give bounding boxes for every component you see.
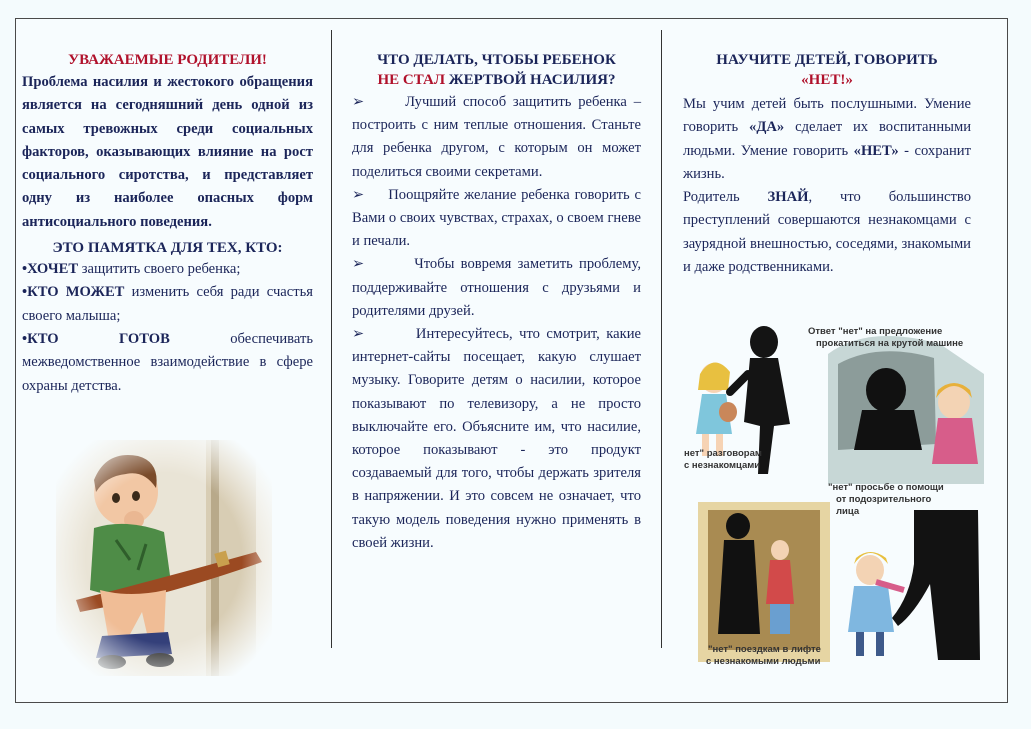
advice-item — [352, 323, 641, 555]
prevention-title-line2 — [352, 70, 641, 90]
advice-text: Лучший способ защитить ребенка – построить с ним теплые отношения. Станьте для ребенка другом, с которым он может поделиться своими секретами. — [352, 94, 642, 180]
text-run: - сохранит жизнь. — [683, 142, 971, 182]
bullet-arrow-icon: ➢ — [352, 94, 365, 110]
car-offer-illustration — [808, 314, 986, 484]
text-run-bold: ЗНАЙ — [767, 189, 809, 206]
caption-car-line2: прокатиться на крутой машине — [816, 338, 964, 349]
memo-item-text: изменить себя ради счастья своего малыша; — [22, 284, 313, 324]
advice-text: Интересуйтесь, что смотрит, какие интернет-сайты посещает, какую слушает музыку. Говорите детям о насилии, которое показывают по телевизору, а не просто выключайте его. Объясните им, что насилие, которое показывают - это продукт создаваемый для того, чтобы держать зрителя в напряжении. И это совсем не означает, что такую модель поведения нужно применять в своей жизни. — [352, 326, 641, 551]
memo-item-ready — [22, 328, 313, 398]
bullet-arrow-icon: ➢ — [352, 326, 365, 343]
advice-item — [352, 184, 641, 254]
bullet-arrow-icon: ➢ — [352, 186, 365, 203]
help-request-illustration — [828, 482, 986, 670]
memo-item-text: обеспечивать межведомственное взаимодействие в сфере охраны детства. — [22, 330, 313, 394]
caption-talk-line2: с незнакомцами — [684, 460, 761, 471]
column-divider — [661, 30, 662, 648]
text-run: Мы учим детей быть послушными. Умение говорить — [683, 96, 971, 136]
lift-illustration — [698, 502, 830, 667]
advice-text: Поощряйте желание ребенка говорить с Вами о своих чувствах, страхах, о своем гневе и печали. — [352, 186, 641, 250]
memo-subtitle: ЭТО ПАМЯТКА ДЛЯ ТЕХ, КТО: — [52, 240, 283, 257]
caption-help-line2: от подозрительного — [836, 494, 932, 505]
caption-help-line3: лица — [836, 506, 860, 517]
caption-help-line1: "нет" просьбе о помощи — [828, 482, 944, 493]
advice-item — [352, 91, 641, 184]
text-run: сделает их воспитанными людьми. Умение говорить — [683, 119, 971, 159]
say-no-paragraph-1 — [683, 93, 971, 186]
advice-item — [352, 253, 641, 323]
say-no-title-line1: НАУЧИТЕ ДЕТЕЙ, ГОВОРИТЬ — [716, 52, 938, 68]
caption-car-line1: Ответ "нет" на предложение — [808, 326, 943, 337]
prevention-title-rest: ЖЕРТВОЙ НАСИЛИЯ? — [445, 72, 616, 88]
text-run-bold: «НЕТ» — [853, 142, 899, 159]
bullet-arrow-icon: ➢ — [352, 256, 365, 273]
say-no-paragraph-2 — [683, 186, 971, 279]
boy-with-belt-illustration — [56, 440, 272, 676]
memo-item-wants — [22, 258, 313, 281]
text-run: Родитель — [683, 189, 768, 206]
text-run-bold: «ДА» — [749, 119, 785, 136]
parents-title: УВАЖАЕМЫЕ РОДИТЕЛИ! — [68, 52, 267, 68]
text-run: , что большинство преступлений совершаются незнакомцами с заурядной внешностью, соседями, знакомыми и даже родственниками. — [683, 189, 971, 276]
say-no-illustrations — [678, 314, 990, 674]
parents-intro: Проблема насилия и жестокого обращения является на сегодняшний день одной из самых тревожных среди социальных факторов, оказывающих влияние на рост социального сиротства, и представляет одну из наиболее опасных форм антисоциального поведения. — [22, 74, 313, 230]
advice-text: Чтобы вовремя заметить проблему, поддерживайте отношения с друзьями и родителями друзей. — [352, 256, 641, 319]
say-no-title-line2: «НЕТ!» — [801, 72, 853, 88]
memo-item-lead: •КТО МОЖЕТ — [22, 284, 125, 301]
column-say-no — [683, 50, 971, 279]
memo-item-text: защитить своего ребенка; — [78, 261, 241, 278]
caption-talk-line1: нет" разговорам — [684, 448, 762, 459]
prevention-title-line1: ЧТО ДЕЛАТЬ, ЧТОБЫ РЕБЕНОК — [377, 52, 616, 68]
caption-lift-line2: с незнакомыми людьми — [706, 656, 821, 667]
memo-item-lead: •КТО ГОТОВ — [22, 330, 170, 347]
column-prevention — [352, 50, 641, 555]
caption-lift-line1: "нет" поездкам в лифте — [708, 644, 821, 655]
column-divider — [331, 30, 332, 648]
memo-item-lead: •ХОЧЕТ — [22, 261, 79, 278]
memo-item-can — [22, 281, 313, 328]
column-parents — [22, 50, 313, 398]
prevention-title-red: НЕ СТАЛ — [377, 72, 446, 88]
stranger-talk-illustration — [678, 314, 828, 489]
